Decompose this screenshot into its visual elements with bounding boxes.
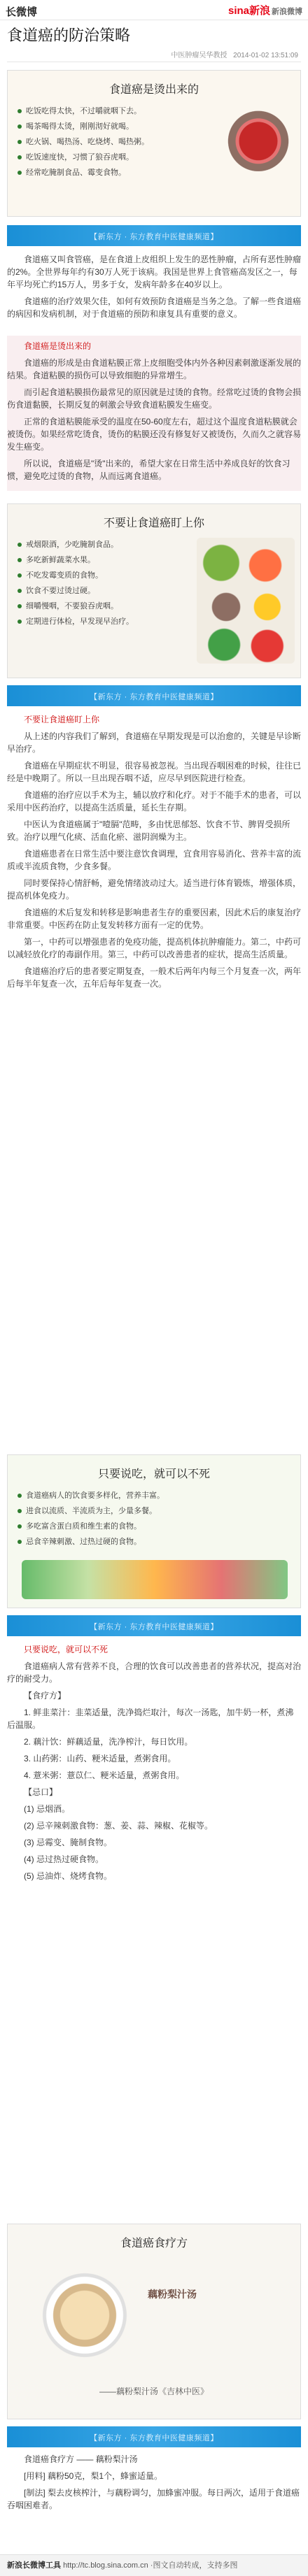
article-header — [7, 24, 301, 45]
section-prevention: 不要让食道癌盯上你 从上述的内容我们了解到，食道癌在早期发现是可以治愈的，关键是早诊断早治疗。 食道癌在早期症状不明显，很容易被忽视。当出现吞咽困难的时候，往往已经是中晚期了。所以一旦出现吞咽不适，应尽早到医院进行检查。 食道癌的治疗应以手术为主，辅以放疗和化疗。对于不能手术的患者，可以采用中医药治疗，以提高生活质量，延长生存期。 中医认为食道癌属于"噎膈"范畴，多由忧思郁怒、饮食不节、脾胃受损所致。治疗以理气化痰、活血化瘀、滋阴润燥为主。 食道癌患者在日常生活中要注意饮食调理，宜食用容易消化、营养丰富的流质或半流质食物，少食多餐。 同时要保持心情舒畅，避免情绪波动过大。适当进行体育锻炼，增强体质，提高机体免疫力。 食道癌的术后复发和转移是影响患者生存的重要因素，因此术后的康复治疗非常重要。中医药在防止复发转移方面有一定的优势。 第一，中药可以增强患者的免疫功能，提高机体抗肿瘤能力。第二，中药可以减轻放化疗的毒副作用。第三，中药可以改善患者的症状，提高生活质量。 食道癌治疗后的患者要定期复查，一般术后两年内每三个月复查一次，两年后每半年复查一次，五年后每年复查一次。 — [7, 715, 302, 989]
top-bar — [0, 0, 308, 20]
section-recipe: 食道癌食疗方 —— 藕粉梨汁汤 [用料] 藕粉50克，梨1个，蜂蜜适量。 [制法] 梨去皮核榨汁，与藕粉调匀，加蜂蜜冲服。每日两次，适用于食道癌吞咽困难者。 — [7, 2454, 300, 2510]
article-title: 食道癌的防治策略 — [7, 27, 131, 44]
bullet-icon — [18, 140, 22, 144]
bullet-icon — [18, 1494, 22, 1498]
section-diet: 只要说吃，就可以不死 食道癌病人常有营养不良，合理的饮食可以改善患者的营养状况，提高对治疗的耐受力。 【食疗方】 1. 鲜韭菜汁：韭菜适量，洗净捣烂取汁，每次一汤匙，加牛奶一杯，煮沸后温服。 2. 藕汁饮：鲜藕适量，洗净榨汁，每日饮用。 3. 山药粥：山药、粳米适量，煮粥食用。 4. 薏米粥：薏苡仁、粳米适量，煮粥食用。 【忌口】 (1) 忌烟酒。 (2) 忌辛辣刺激食物：葱、姜、蒜、辣椒、花椒等。 (3) 忌霉变、腌制食物。 (4) 忌过热过硬食物。 (5) 忌油炸、烧烤食物。 — [7, 1645, 302, 1881]
card-title: 食道癌食疗方 — [120, 2238, 188, 2249]
article-meta — [167, 49, 298, 59]
list-item: 定期进行体检，早发现早治疗。 — [18, 614, 300, 629]
recipe-source: ——藕粉梨汁汤《吉林中医》 — [99, 2387, 209, 2396]
card-title: 只要说吃，就可以不死 — [97, 1468, 210, 1480]
hotpot-image — [225, 104, 292, 171]
card-title: 食道癌是烫出来的 — [108, 84, 199, 96]
card-list — [8, 1488, 300, 1550]
bullet-icon — [18, 1524, 22, 1529]
list-item: 进食以流质、半流质为主，少量多餐。 — [18, 1503, 300, 1519]
list-item: 忌食辛辣刺激、过热过硬的食物。 — [18, 1534, 300, 1550]
footer-text: 新浪长微博工具 http://tc.blog.sina.com.cn ·图文自动转成，支持多图 — [7, 2561, 238, 2570]
illustration-card-3 — [7, 1454, 301, 1608]
app-title: 长微博 — [6, 6, 38, 18]
food-collage-image — [197, 538, 295, 664]
bullet-icon — [18, 1509, 22, 1513]
list-item: 多吃新鲜蔬菜水果。 — [18, 552, 300, 568]
list-item: 经常吃腌制食品、霉变食物。 — [18, 165, 300, 180]
bullet-icon — [18, 543, 22, 547]
list-item: 饮食不要过烫过硬。 — [18, 583, 300, 599]
bullet-icon — [18, 109, 22, 113]
list-item: 吃火锅、喝热汤、吃烧烤、喝热粥。 — [18, 134, 300, 150]
illustration-card-4 — [7, 2224, 301, 2419]
footer-link[interactable]: http://tc.blog.sina.com.cn — [63, 2561, 148, 2570]
bullet-icon — [18, 589, 22, 593]
section-burn: 食道癌是烫出来的 食道癌的形成是由食道粘膜正常上皮细胞受体内外各种因素刺激逐渐发展的结果。食道粘膜的损伤可以导致细胞的异常增生。 而引起食道粘膜损伤最常见的原因就是过烫的食物。经常吃过烫的食物会损伤食道黏膜，长期反复的刺激会导致食道粘膜发生癌变。 正常的食道粘膜能承受的温度在50-60度左右，超过这个温度食道粘膜就会被烫伤。如果经常吃烫食，烫伤的粘膜还没有修复好又被烫伤，久而久之就容易发生癌变。 所以说，食道癌是"烫"出来的，希望大家在日常生活中养成良好的饮食习惯，避免吃过烫的食物，从而远离食道癌。 — [7, 336, 301, 491]
soup-image — [36, 2266, 134, 2364]
section-heading: 食道癌是烫出来的 — [24, 341, 92, 351]
promo-banner-3[interactable]: 【新东方 · 东方教育中医健康频道】 — [7, 1615, 301, 1636]
bullet-icon — [18, 573, 22, 578]
vegetables-image — [22, 1560, 288, 1599]
bullet-icon — [18, 124, 22, 129]
list-item: 吃饭吃得太快，不过嚼就咽下去。 — [18, 103, 300, 119]
promo-banner-4[interactable]: 【新东方 · 东方教育中医健康频道】 — [7, 2426, 301, 2447]
bullet-icon — [18, 1540, 22, 1544]
bullet-icon — [18, 155, 22, 159]
article-source[interactable]: 中医肿瘤吴华教授 — [171, 52, 227, 59]
list-item: 吃饭速度快，习惯了狼吞虎咽。 — [18, 150, 300, 165]
footer-bar — [0, 2554, 308, 2576]
bullet-icon — [18, 620, 22, 624]
list-item: 多吃富含蛋白质和维生素的食物。 — [18, 1519, 300, 1534]
list-item: 喝茶喝得太烫，刚刚沏好就喝。 — [18, 119, 300, 134]
promo-banner-1[interactable]: 【新东方 · 东方教育中医健康频道】 — [7, 225, 301, 246]
article-time: 2014-01-02 13:51:09 — [233, 52, 298, 59]
card-title: 不要让食道癌盯上你 — [103, 517, 204, 529]
list-item: 细嚼慢咽，不要狼吞虎咽。 — [18, 599, 300, 614]
list-item: 戒烟限酒，少吃腌制食品。 — [18, 537, 300, 552]
illustration-card-1 — [7, 70, 301, 217]
sina-logo[interactable]: sina新浪 新浪微博 — [227, 5, 302, 17]
recipe-name: 藕粉梨汁汤 — [148, 2289, 197, 2300]
promo-banner-2[interactable]: 【新东方 · 东方教育中医健康频道】 — [7, 685, 301, 706]
bullet-icon — [18, 171, 22, 175]
intro-section: 食道癌又叫食管癌，是在食道上皮组织上发生的恶性肿瘤，占所有恶性肿瘤的2%。全世界每年约有30万人死于该病。我国是世界上食管癌高发区之一，每年平均死亡约15万人，男多于女，发病年龄多在40岁以上。 食道癌的治疗效果欠佳，如何有效预防食道癌是当务之急。了解一些食道癌的病因和发病机制，对于食道癌的预防和康复具有重要的意义。 — [7, 255, 302, 319]
list-item: 食道癌病人的饮食要多样化，营养丰富。 — [18, 1488, 300, 1503]
list-item: 不吃发霉变质的食物。 — [18, 568, 300, 583]
bullet-icon — [18, 558, 22, 562]
illustration-card-2 — [7, 503, 301, 678]
bullet-icon — [18, 604, 22, 608]
